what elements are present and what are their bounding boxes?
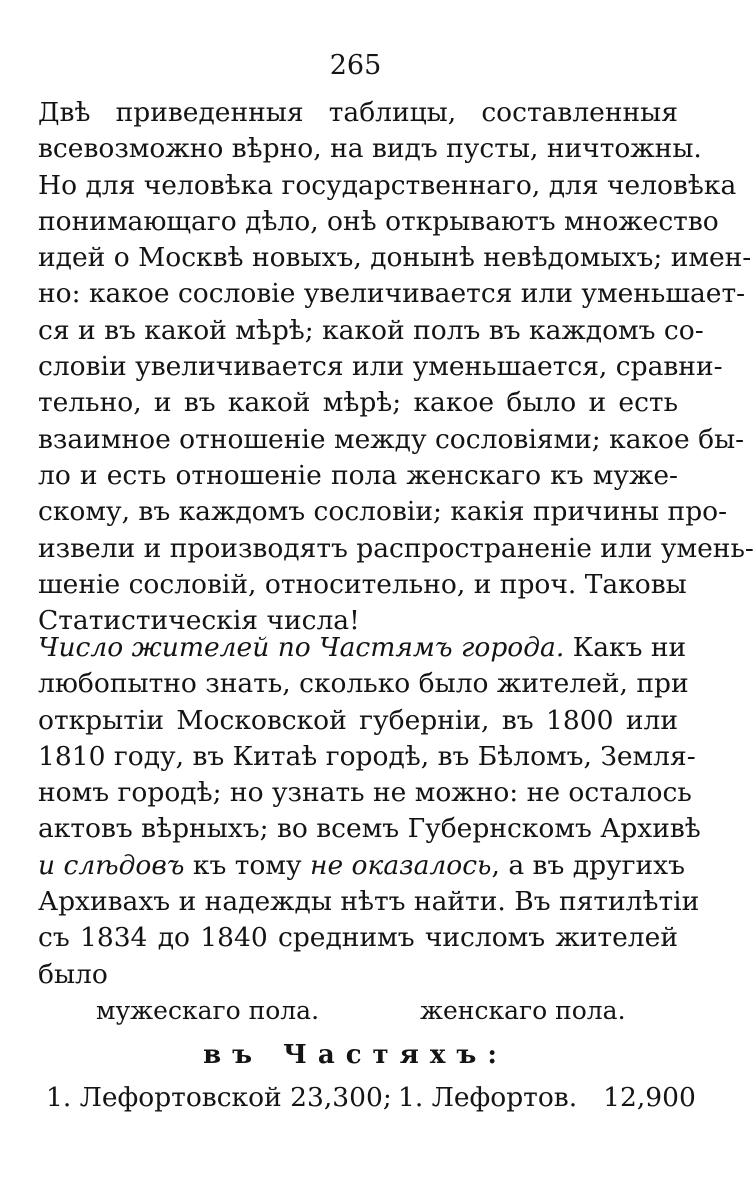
- text-line: всевозможно вѣрно, на видъ пусты, ничтожны.: [38, 133, 702, 165]
- text-line: съ 1834 до 1840 среднимъ числомъ жителей: [38, 922, 678, 954]
- text-line: любопытно знать, сколько было жителей, при: [38, 668, 689, 700]
- text-line: номъ городѣ; но узнать не можно: не осталось: [38, 777, 692, 809]
- text-line: взаимное отношеніе между сословіями; какое бы-: [38, 423, 745, 455]
- text-line: идей о Москвѣ новыхъ, донынѣ невѣдомыхъ; имен-: [38, 242, 752, 274]
- text-line: Двѣ приведенныя таблицы, составленныя: [38, 97, 678, 128]
- text-line: скому, въ каждомъ сословіи; какія причины про-: [38, 496, 728, 528]
- districts-subheader: въ Частяхъ:: [203, 1040, 508, 1070]
- italic-phrase: и слѣдовъ: [38, 849, 185, 881]
- text-line: 1810 году, въ Китаѣ городѣ, въ Бѣломъ, Земля-: [38, 740, 696, 772]
- text-line: Архивахъ и надежды нѣтъ найти. Въ пятилѣтіи: [38, 886, 700, 918]
- text-line: но: какое сословіе увеличивается или уменьшает-: [38, 278, 746, 310]
- column-headers: [0, 993, 711, 1033]
- text-line: словіи увеличивается или уменьшается, сравни-: [38, 351, 723, 383]
- text-line: извели и производятъ распространеніе или умень-: [38, 532, 754, 564]
- text-line: ло и есть отношеніе пола женскаго къ муже-: [38, 459, 678, 491]
- table-row: [0, 1080, 711, 1120]
- paragraph-statistics-commentary: [38, 95, 754, 639]
- text-line: и слѣдовъ къ тому не оказалось, а въ другихъ: [38, 849, 685, 881]
- text-line: Статистическія числа!: [38, 605, 360, 637]
- text-line: открытіи Московской губерніи, въ 1800 или: [38, 704, 678, 736]
- paragraph-inhabitants-by-district: [38, 630, 701, 993]
- text-line: Но для человѣка государственнаго, для человѣка: [38, 169, 737, 201]
- text-line: тельно, и въ какой мѣрѣ; какое было и есть: [38, 387, 678, 419]
- text-line: ся и въ какой мѣрѣ; какой полъ въ каждомъ со-: [38, 314, 704, 346]
- text-line: шеніе сословій, относительно, и проч. Таковы: [38, 568, 687, 600]
- italic-phrase: не оказалось: [309, 849, 492, 881]
- text-line: было: [38, 958, 108, 990]
- male-column-header: мужескаго пола.: [96, 996, 320, 1025]
- male-count-cell: 1. Лефортовской 23,300;: [46, 1082, 392, 1113]
- female-column-header: женскаго пола.: [420, 996, 626, 1025]
- section-heading-italic: Число жителей по Частямъ города.: [38, 632, 565, 663]
- page-number: 265: [329, 50, 382, 81]
- text-line: понимающаго дѣло, онѣ открываютъ множество: [38, 205, 719, 237]
- text-line: актовъ вѣрныхъ; во всемъ Губернскомъ Архивѣ: [38, 813, 701, 845]
- text-line: Число жителей по Частямъ города. Какъ ни: [38, 632, 687, 663]
- female-count-cell: 1. Лефортов. 12,900: [398, 1082, 696, 1113]
